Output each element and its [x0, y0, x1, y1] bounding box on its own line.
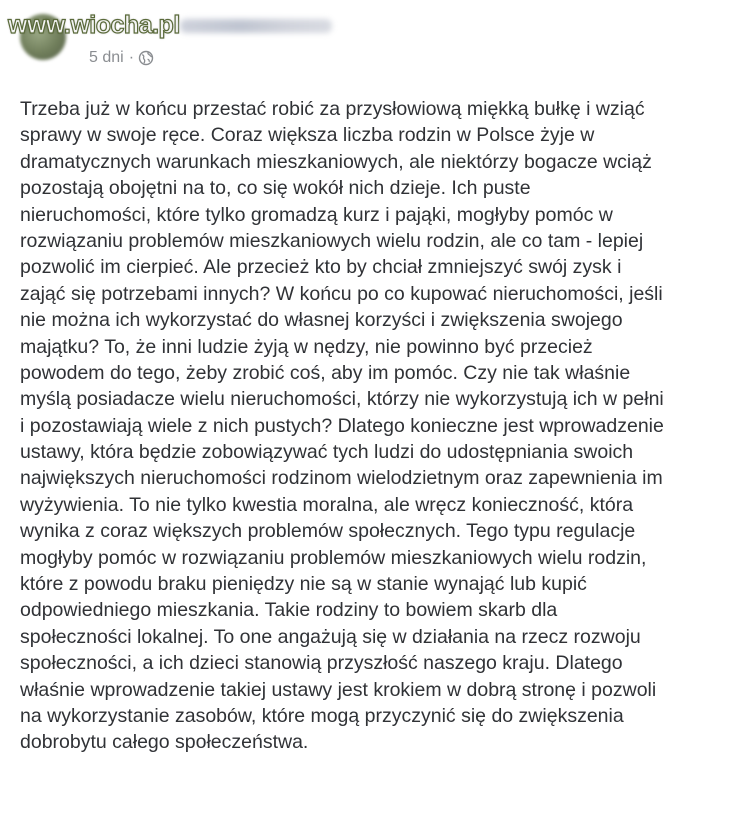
watermark: www.wiocha.pl: [8, 11, 180, 39]
post-text-line: społeczności, a ich dzieci stanowią przyszłość naszego kraju. Dlatego: [20, 652, 623, 675]
post-text-line: dramatycznych warunkach mieszkaniowych, ale niektórzy bogacze wciąż: [20, 150, 652, 173]
post-text-line: majątku? To, że inni ludzie żyją w nędzy, nie powinno być przecież: [20, 335, 593, 358]
post-text-line: zająć się potrzebami innych? W końcu po co kupować nieruchomości, jeśli: [20, 282, 663, 305]
post-text-line: odpowiedniego mieszkania. Takie rodziny to bowiem skarb dla: [20, 599, 558, 622]
post-meta: [89, 47, 154, 69]
post-text-line: na wykorzystanie zasobów, które mogą przyczynić się do zwiększenia: [20, 704, 624, 727]
post-text-line: które z powodu braku pieniędzy nie są w stanie wynająć lub kupić: [20, 573, 587, 596]
post-text-line: nieruchomości, które tylko gromadzą kurz i pająki, mogłyby pomóc w: [20, 203, 613, 226]
post-text-line: wynika z coraz większych problemów społecznych. Tego typu regulacje: [20, 520, 636, 543]
post-text-line: dobrobytu całego społeczeństwa.: [20, 731, 309, 754]
post-text-line: właśnie wprowadzenie takiej ustawy jest krokiem w dobrą stronę i pozwoli: [20, 678, 657, 701]
meta-separator: ·: [128, 49, 135, 66]
post-text-line: ustawy, która będzie zobowiązywać tych ludzi do udostępniania swoich: [20, 441, 634, 464]
post-text-line: Trzeba już w końcu przestać robić za przysłowiową miękką bułkę i wziąć: [20, 98, 645, 120]
post-text-line: pozwolić im cierpieć. Ale przecież kto by chciał zmniejszyć swój zysk i: [20, 256, 622, 279]
post-timestamp[interactable]: 5 dni: [89, 49, 124, 66]
post-text-line: sprawy w swoje ręce. Coraz większa liczba rodzin w Polsce żyje w: [20, 124, 595, 147]
post-text-line: rozwiązaniu problemów mieszkaniowych wielu rodzin, ale co tam - lepiej: [20, 229, 644, 252]
post-text-line: powodem do tego, żeby zrobić coś, aby im pomóc. Czy nie tak właśnie: [20, 361, 631, 384]
post-text-line: myślą posiadacze wielu nieruchomości, którzy nie wykorzystują ich w pełni: [20, 388, 664, 411]
post-text-line: pozostają obojętni na to, co się wokół nich dzieje. Ich puste: [20, 177, 531, 200]
post-text-line: nie można ich wykorzystać do własnej korzyści i zwiększenia swojego: [20, 309, 623, 332]
post-text-line: największych nieruchomości rodzinom wielodzietnym oraz zapewnienia im: [20, 467, 663, 490]
post-text: [20, 96, 720, 756]
post-text-line: społeczności lokalnej. To one angażują się w działania na rzecz rozwoju: [20, 625, 641, 648]
post-text-line: i pozostawiają wiele z nich pustych? Dlatego konieczne jest wprowadzenie: [20, 414, 664, 437]
globe-icon[interactable]: [138, 50, 154, 66]
author-name-blurred[interactable]: [180, 19, 332, 33]
post-text-line: mogłyby pomóc w rozwiązaniu problemów mieszkaniowych wielu rodzin,: [20, 546, 647, 569]
post-text-line: wyżywienia. To nie tylko kwestia moralna, ale wręcz konieczność, która: [20, 493, 634, 516]
